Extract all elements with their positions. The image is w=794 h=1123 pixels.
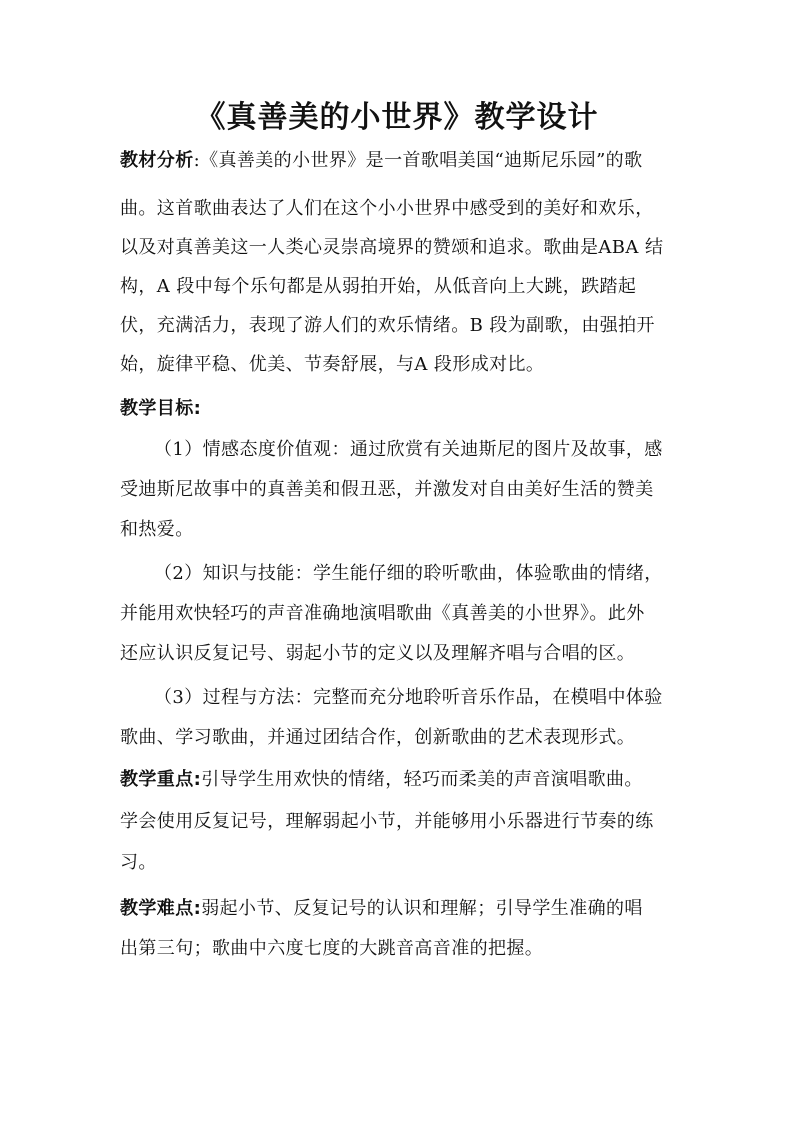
key-points-text: 引导学生用欢快的情绪，轻巧而柔美的声音演唱歌曲。 [201, 769, 643, 790]
key-points-heading: 教学重点: [120, 769, 202, 790]
goal-2-line-3: 还应认识反复记号、弱起小节的定义以及理解齐唱与合唱的区。 [120, 643, 636, 664]
goal-1-line-1: （1）情感态度价值观：通过欣赏有关迪斯尼的图片及故事，感 [154, 439, 663, 460]
difficulties-line-1 [120, 897, 643, 921]
goal-2-line-2: 并能用欢快轻巧的声音准确地演唱歌曲《真善美的小世界》。此外 [120, 603, 645, 624]
goals-heading: 教学目标: [120, 398, 202, 419]
analysis-line-6: 始，旋律平稳、优美、节奏舒展，与A 段形成对比。 [120, 354, 545, 375]
key-points-line-3: 习。 [120, 852, 157, 873]
goal-2-line-1: （2）知识与技能：学生能仔细的聆听歌曲，体验歌曲的情绪， [154, 563, 663, 584]
difficulties-line-2: 出第三句；歌曲中六度七度的大跳音高音准的把握。 [120, 938, 544, 959]
goal-3-line-2: 歌曲、学习歌曲，并通过团结合作，创新歌曲的艺术表现形式。 [120, 727, 636, 748]
analysis-line-3: 以及对真善美这一人类心灵崇高境界的赞颂和追求。歌曲是ABA 结 [120, 237, 664, 258]
key-points-line-1 [120, 768, 643, 792]
difficulties-text: 弱起小节、反复记号的认识和理解；引导学生准确的唱 [201, 898, 643, 919]
analysis-text: :《真善美的小世界》是一首歌唱美国“迪斯尼乐园”的歌 [193, 150, 643, 171]
analysis-line-1 [120, 149, 642, 173]
goal-3-line-1: （3）过程与方法：完整而充分地聆听音乐作品，在模唱中体验 [154, 687, 663, 708]
goal-1-line-2: 受迪斯尼故事中的真善美和假丑恶，并激发对自由美好生活的赞美 [120, 479, 654, 500]
analysis-heading: 教材分析 [120, 150, 194, 171]
analysis-line-5: 伏，充满活力，表现了游人们的欢乐情绪。B 段为副歌，由强拍开 [120, 315, 655, 336]
analysis-line-2: 曲。这首歌曲表达了人们在这个小小世界中感受到的美好和欢乐， [120, 198, 654, 219]
document-title: 《真善美的小世界》教学设计 [195, 100, 599, 135]
analysis-line-4: 构，A 段中每个乐句都是从弱拍开始，从低音向上大跳，跌踏起 [120, 276, 637, 297]
key-points-line-2: 学会使用反复记号，理解弱起小节，并能够用小乐器进行节奏的练 [120, 811, 654, 832]
goal-1-line-3: 和热爱。 [120, 519, 194, 540]
difficulties-heading: 教学难点: [120, 898, 202, 919]
